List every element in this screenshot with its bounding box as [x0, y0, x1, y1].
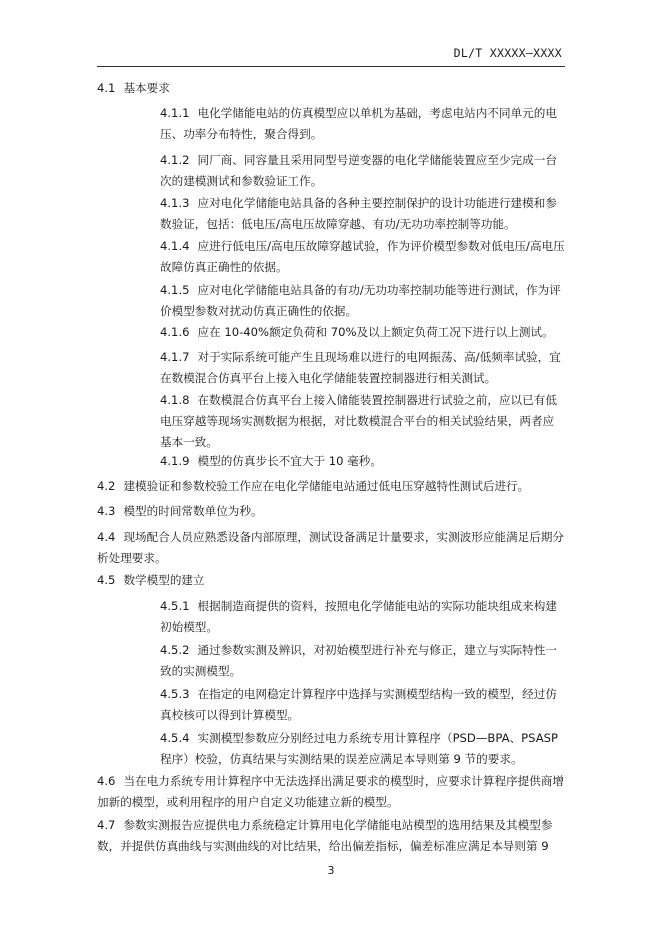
section-number: 4.5: [97, 573, 116, 587]
section-number: 4.1.4: [160, 239, 190, 253]
section-number: 4.5.1: [160, 599, 190, 613]
section-text: 数学模型的建立: [123, 573, 205, 587]
section-text: 应对电化学储能电站具备的有功/无功功率控制功能等进行测试，作为评价模型参数对扰动仿真正确性的依据。: [160, 283, 561, 318]
section-number: 4.5.2: [160, 643, 190, 657]
section-4-1-1: [160, 103, 565, 145]
section-number: 4.3: [97, 504, 116, 518]
section-4-1: [97, 78, 567, 99]
section-text: 实测模型参数应分别经过电力系统专用计算程序（PSD—BPA、PSASP 程序）校验，仿真结果与实测结果的误差应满足本导则第 9 节的要求。: [160, 731, 559, 766]
section-text: 参数实测报告应提供电力系统稳定计算用电化学储能电站模型的选用结果及其模型参数，并提供仿真曲线与实测曲线的对比结果，给出偏差指标，偏差标准应满足本导则第 9: [97, 818, 553, 853]
section-4-5-4: [160, 728, 565, 770]
section-number: 4.1.6: [160, 325, 190, 339]
section-text: 根据制造商提供的资料，按照电化学储能电站的实际功能块组成来构建初始模型。: [160, 599, 557, 634]
section-text: 通过参数实测及辨识，对初始模型进行补充与修正，建立与实际特性一致的实测模型。: [160, 643, 557, 678]
section-4-5-1: [160, 596, 565, 638]
section-text: 电化学储能电站的仿真模型应以单机为基础，考虑电站内不同单元的电压、功率分布特性，聚合得到。: [160, 106, 557, 141]
section-4-1-6: [160, 322, 565, 343]
section-4-1-7: [160, 347, 565, 389]
section-text: 当在电力系统专用计算程序中无法选择出满足要求的模型时，应要求计算程序提供商增加新的模型，或利用程序的用户自定义功能建立新的模型。: [97, 774, 565, 809]
section-text: 应对电化学储能电站具备的各种主要控制保护的设计功能进行建模和参数验证，包括：低电压/高电压故障穿越、有功/无功功率控制等功能。: [160, 196, 557, 231]
section-text: 在数模混合仿真平台上接入储能装置控制器进行试验之前，应以已有低电压穿越等现场实测数据为根据，对比数模混合平台的相关试验结果，两者应基本一致。: [160, 393, 557, 449]
header-rule: [97, 66, 565, 67]
section-number: 4.1: [97, 81, 116, 95]
section-text: 基本要求: [123, 81, 170, 95]
section-text: 同厂商、同容量且采用同型号逆变器的电化学储能装置应至少完成一台次的建模测试和参数验证工作。: [160, 153, 557, 188]
section-text: 对于实际系统可能产生且现场难以进行的电网振荡、高/低频率试验，宜在数模混合仿真平台上接入电化学储能装置控制器进行相关测试。: [160, 350, 561, 385]
section-4-6: [97, 771, 567, 813]
section-4-3: [97, 501, 567, 522]
section-number: 4.1.2: [160, 153, 190, 167]
section-4-1-8: [160, 390, 565, 453]
document-code: DL/T XXXXX—XXXX: [453, 46, 562, 60]
section-4-2: [97, 476, 567, 497]
section-number: 4.5.3: [160, 687, 190, 701]
section-text: 在指定的电网稳定计算程序中选择与实测模型结构一致的模型，经过仿真校核可以得到计算模型。: [160, 687, 557, 722]
section-number: 4.4: [97, 530, 116, 544]
section-number: 4.1.8: [160, 393, 190, 407]
section-number: 4.1.3: [160, 196, 190, 210]
section-4-1-2: [160, 150, 565, 192]
section-number: 4.6: [97, 774, 116, 788]
section-number: 4.1.5: [160, 283, 190, 297]
section-4-7: [97, 815, 567, 857]
section-text: 现场配合人员应熟悉设备内部原理，测试设备满足计量要求，实测波形应能满足后期分析处理要求。: [97, 530, 565, 565]
section-number: 4.7: [97, 818, 116, 832]
section-4-4: [97, 527, 567, 569]
section-text: 模型的时间常数单位为秒。: [123, 504, 263, 518]
page-number: 3: [327, 864, 335, 877]
section-4-5-3: [160, 684, 565, 726]
section-4-1-9: [160, 451, 565, 472]
section-4-1-5: [160, 280, 565, 322]
section-text: 建模验证和参数校验工作应在电化学储能电站通过低电压穿越特性测试后进行。: [123, 479, 530, 493]
section-number: 4.2: [97, 479, 116, 493]
section-text: 应进行低电压/高电压故障穿越试验，作为评价模型参数对低电压/高电压故障仿真正确性的依据。: [160, 239, 565, 274]
section-4-5-2: [160, 640, 565, 682]
section-4-1-4: [160, 236, 565, 278]
section-number: 4.1.7: [160, 350, 190, 364]
section-number: 4.1.1: [160, 106, 190, 120]
section-4-5: [97, 570, 567, 591]
section-number: 4.5.4: [160, 731, 190, 745]
section-number: 4.1.9: [160, 454, 190, 468]
section-text: 模型的仿真步长不宜大于 10 毫秒。: [197, 454, 382, 468]
section-text: 应在 10-40%额定负荷和 70%及以上额定负荷工况下进行以上测试。: [197, 325, 554, 339]
section-4-1-3: [160, 193, 565, 235]
